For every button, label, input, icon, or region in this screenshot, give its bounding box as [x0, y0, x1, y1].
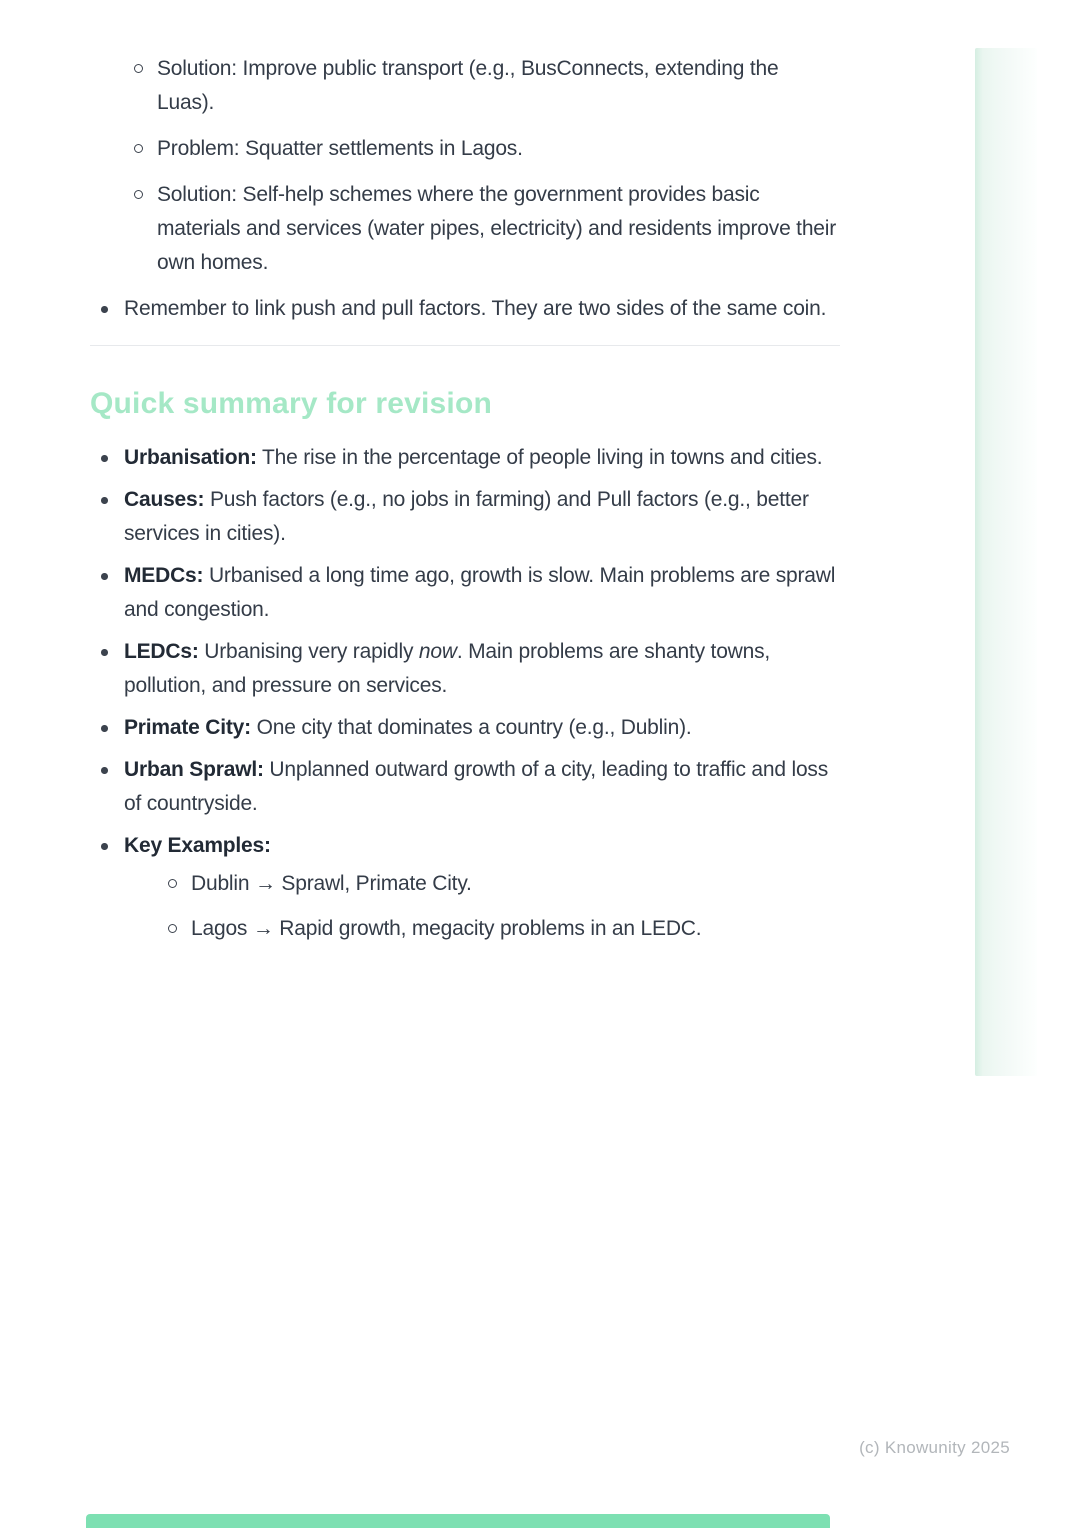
list-item-urban-sprawl: [90, 753, 840, 821]
term-definition: Urbanised a long time ago, growth is slow. Main problems are sprawl and congestion.: [124, 564, 836, 621]
list-item-ledcs: [90, 635, 840, 703]
term-definition: . Main problems are shanty towns, pollution, and pressure on services.: [124, 640, 771, 697]
section-divider: [90, 345, 840, 346]
list-item-example-dublin: Dublin → Sprawl, Primate City.: [124, 867, 840, 901]
term-definition: Push factors (e.g., no jobs in farming) and Pull factors (e.g., better services in cities).: [124, 488, 809, 545]
list-item-example-lagos: Lagos → Rapid growth, megacity problems in an LEDC.: [124, 912, 840, 946]
case-study-list: [90, 0, 840, 326]
list-item-remember-note: Remember to link push and pull factors. They are two sides of the same coin.: [90, 292, 840, 326]
list-item-medcs: [90, 559, 840, 627]
list-item-problem-squatter: Problem: Squatter settlements in Lagos.: [90, 132, 840, 166]
list-item-primate-city: [90, 711, 840, 745]
list-item-urbanisation: [90, 441, 840, 475]
term-label: Causes:: [124, 488, 205, 511]
copyright-footer: (c) Knowunity 2025: [859, 1438, 1010, 1457]
emphasized-word: now: [418, 640, 457, 663]
right-accent-gradient: [975, 48, 1037, 1076]
term-label: LEDCs:: [124, 640, 199, 663]
term-label: Key Examples:: [124, 834, 271, 857]
page-separator-bar: [86, 1514, 830, 1528]
list-item-solution-selfhelp: Solution: Self-help schemes where the government provides basic materials and services (water pipes, electricity) and residents improve their own homes.: [90, 178, 840, 280]
list-item-solution-transport: Solution: Improve public transport (e.g., BusConnects, extending the Luas).: [90, 52, 840, 120]
term-label: MEDCs:: [124, 564, 204, 587]
list-item-key-examples: [90, 829, 840, 946]
term-definition: Urbanising very rapidly: [198, 640, 419, 663]
term-label: Urban Sprawl:: [124, 758, 264, 781]
term-definition: One city that dominates a country (e.g., Dublin).: [250, 716, 692, 739]
term-label: Urbanisation:: [124, 446, 257, 469]
page-content: [90, 0, 840, 957]
term-definition: The rise in the percentage of people living in towns and cities.: [256, 446, 823, 469]
section-heading: Quick summary for revision: [90, 387, 493, 420]
list-item-causes: [90, 483, 840, 551]
term-definition: Unplanned outward growth of a city, leading to traffic and loss of countryside.: [124, 758, 829, 815]
summary-list: [90, 441, 840, 946]
term-label: Primate City:: [124, 716, 251, 739]
key-examples-sublist: [124, 867, 840, 946]
